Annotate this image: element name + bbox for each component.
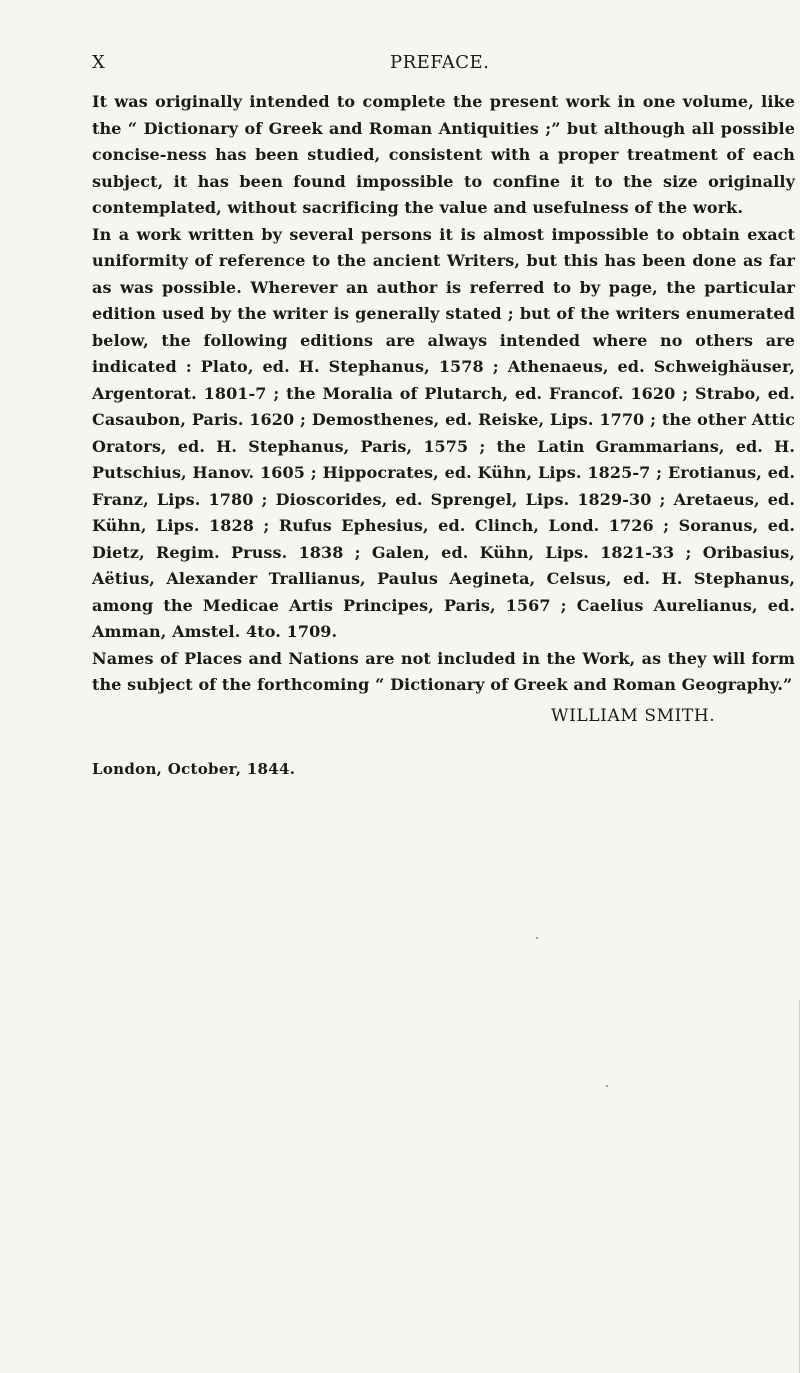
page-title: PREFACE. <box>390 52 490 73</box>
author-signature: WILLIAM SMITH. <box>551 706 716 726</box>
paragraph-editions-note: In a work written by several persons it is almost impossible to obtain exact uniformity of reference to the ancient Writers, but this has been done as far as was possible. Wherever an author is referred to by page, the particular edition used by the writer is generally stated ; but of the writers enumerated below, the following editions are always intended where no others are indicated : Plato, ed. H. Stephanus, 1578 ; Athenaeus, ed. Schweighäuser, Argentorat. 1801-7 ; the Moralia of Plutarch, ed. Francof. 1620 ; Strabo, ed. Casaubon, Paris. 1620 ; Demosthenes, ed. Reiske, Lips. 1770 ; the other Attic Orators, ed. H. Stephanus, Paris, 1575 ; the Latin Grammarians, ed. H. Putschius, Hanov. 1605 ; Hippocrates, ed. Kühn, Lips. 1825-7 ; Erotianus, ed. Franz, Lips. 1780 ; Dioscorides, ed. Sprengel, Lips. 1829-30 ; Aretaeus, ed. Kühn, Lips. 1828 ; Rufus Ephesius, ed. Clinch, Lond. 1726 ; Soranus, ed. Dietz, Regim. Pruss. 1838 ; Galen, ed. Kühn, Lips. 1821-33 ; Oribasius, Aëtius, Alexander Trallianus, Paulus Aegineta, Celsus, ed. H. Stephanus, among the Medicae Artis Principes, Paris, 1567 ; Caelius Aurelianus, ed. Amman, Amstel. 4to. 1709. <box>92 224 795 641</box>
paragraph-volume-note: It was originally intended to complete the present work in one volume, like the “ Dictionary of Greek and Roman Antiquities ;” but although all possible concise-ness has been studied, consistent with a proper treatment of each subject, it has been found impossible to confine it to the size originally contemplated, without sacrificing the value and usefulness of the work. <box>92 92 795 217</box>
dateline: London, October, 1844. <box>92 760 296 778</box>
paragraph-geography-note: Names of Places and Nations are not included in the Work, as they will form the subject of the forthcoming “ Dictionary of Greek and Roman Geography.” <box>92 648 795 694</box>
paper-speck <box>606 1085 608 1087</box>
paper-speck <box>536 937 538 939</box>
preface-text <box>92 89 795 699</box>
page-number: X <box>92 52 106 73</box>
running-head <box>92 52 742 80</box>
